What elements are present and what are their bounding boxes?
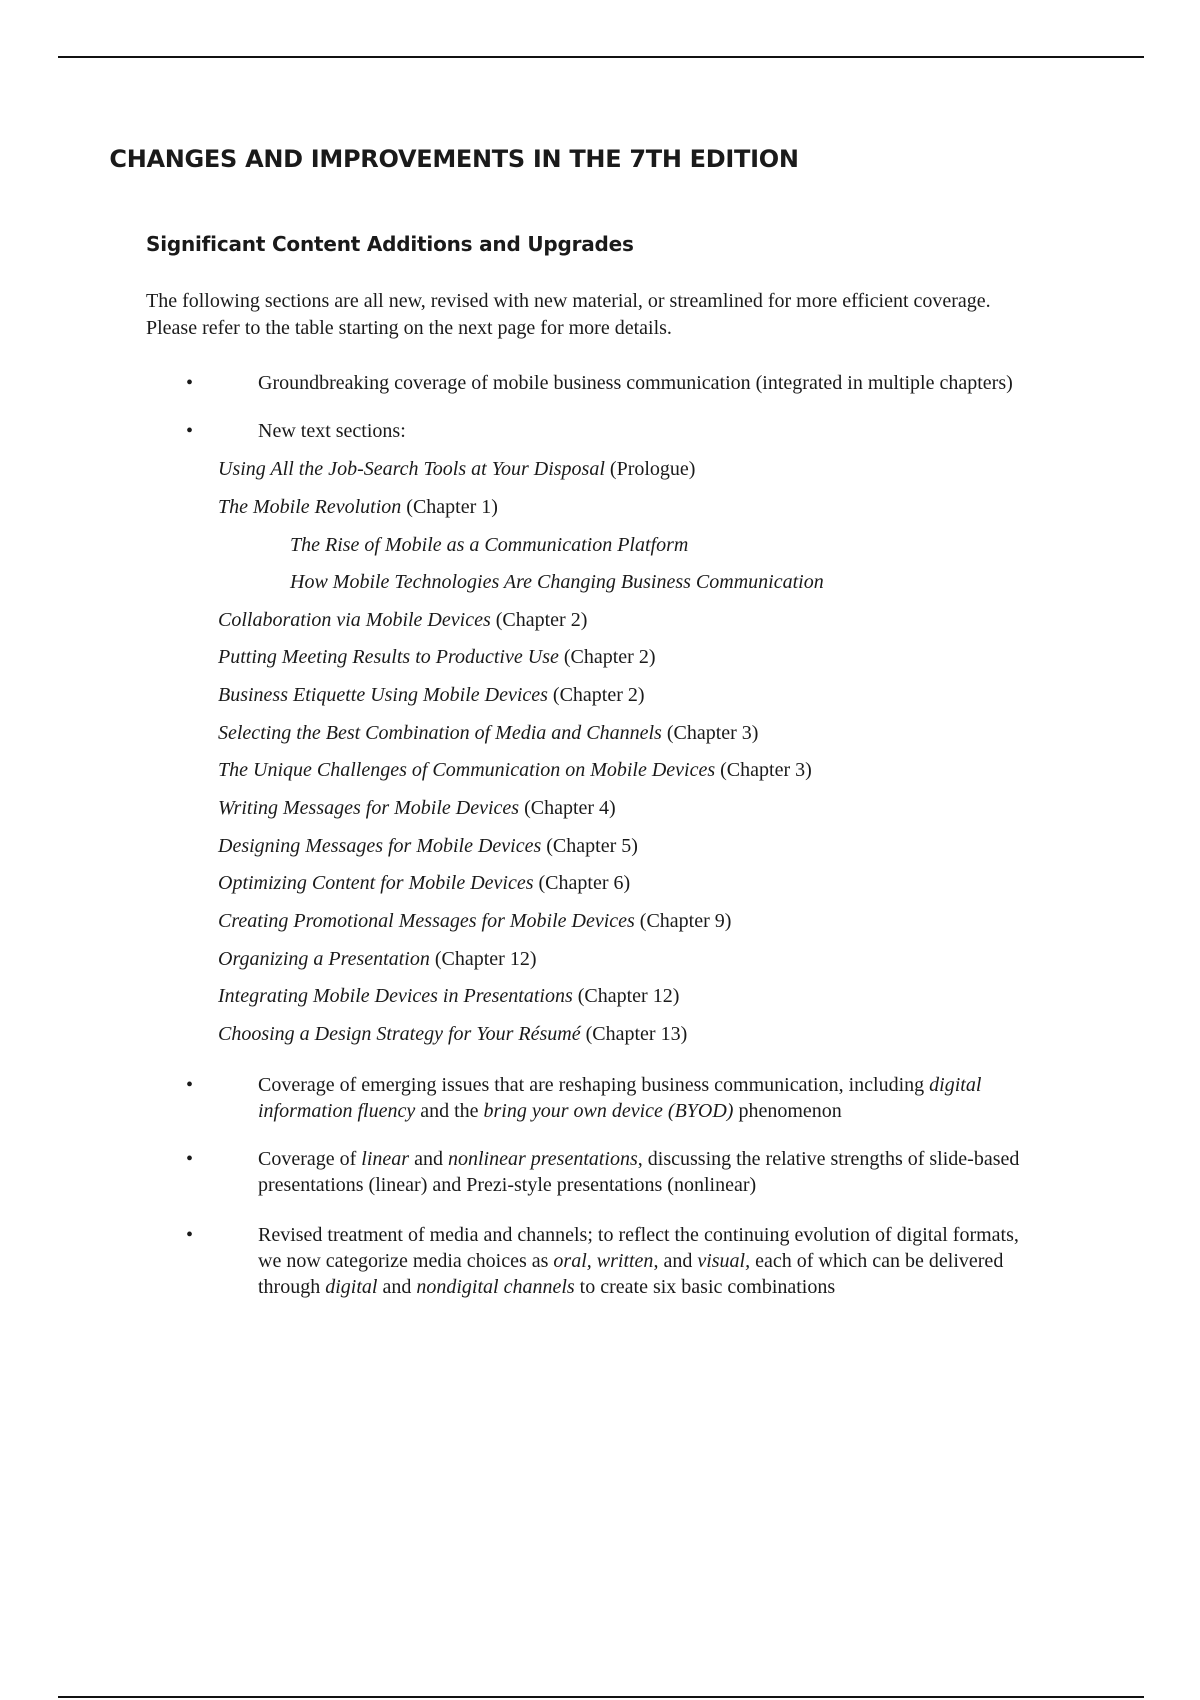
text-run: , discussing the relative strengths of slide-based xyxy=(637,1148,1020,1170)
section-chapter: (Chapter 1) xyxy=(406,496,498,518)
list-item xyxy=(218,644,656,670)
intro-line-2: Please refer to the table starting on the next page for more details. xyxy=(146,317,672,339)
list-item xyxy=(218,494,498,520)
top-rule xyxy=(58,56,1144,58)
text-run: through xyxy=(258,1276,326,1298)
bullet-text: Groundbreaking coverage of mobile business communication (integrated in multiple chapters) xyxy=(258,372,1013,394)
text-run: , and xyxy=(653,1250,698,1272)
text-run-italic: linear xyxy=(361,1148,410,1170)
sub-list-item: The Rise of Mobile as a Communication Platform xyxy=(290,534,689,556)
text-run: we now categorize media choices as xyxy=(258,1250,554,1272)
text-run: to create six basic combinations xyxy=(574,1276,836,1298)
bullet-icon: • xyxy=(186,420,194,442)
bullet-icon: • xyxy=(186,372,194,394)
list-item xyxy=(218,908,731,934)
text-run: Coverage of emerging issues that are reshaping business communication, including xyxy=(258,1074,930,1096)
section-title: The Mobile Revolution xyxy=(218,496,402,518)
bottom-rule xyxy=(58,1696,1144,1698)
section-title: Collaboration via Mobile Devices xyxy=(218,609,491,631)
intro-paragraph xyxy=(146,288,1086,342)
section-chapter: (Chapter 9) xyxy=(639,910,732,932)
section-chapter: (Chapter 2) xyxy=(495,609,588,631)
section-chapter: (Chapter 3) xyxy=(666,722,759,744)
section-chapter: (Chapter 2) xyxy=(552,684,645,706)
section-heading: Significant Content Additions and Upgrades xyxy=(146,232,634,256)
section-title: Creating Promotional Messages for Mobile Devices xyxy=(218,910,635,932)
list-item xyxy=(218,1021,687,1047)
section-chapter: (Chapter 12) xyxy=(434,948,537,970)
list-item xyxy=(218,757,812,783)
list-item xyxy=(218,870,630,896)
bullet-icon: • xyxy=(186,1224,194,1246)
bullet-icon: • xyxy=(186,1074,194,1096)
section-title: Business Etiquette Using Mobile Devices xyxy=(218,684,548,706)
text-run-italic: digital xyxy=(325,1276,378,1298)
section-title: Choosing a Design Strategy for Your Résumé xyxy=(218,1023,581,1045)
text-run: and xyxy=(377,1276,417,1298)
text-run: and the xyxy=(415,1100,484,1122)
section-title: Designing Messages for Mobile Devices xyxy=(218,835,542,857)
text-run: phenomenon xyxy=(733,1100,842,1122)
list-item xyxy=(218,795,616,821)
section-title: Putting Meeting Results to Productive Use xyxy=(218,646,559,668)
section-title: Organizing a Presentation xyxy=(218,948,430,970)
text-run-italic: visual, xyxy=(697,1250,751,1272)
section-title: Integrating Mobile Devices in Presentations xyxy=(218,985,573,1007)
bullet-icon: • xyxy=(186,1148,194,1170)
bullet-text: New text sections: xyxy=(258,420,406,442)
text-run-italic: nonlinear presentations xyxy=(447,1148,638,1170)
text-run-italic: oral, written xyxy=(553,1250,654,1272)
text-run-italic: nondigital channels xyxy=(416,1276,575,1298)
section-title: Writing Messages for Mobile Devices xyxy=(218,797,520,819)
list-item xyxy=(218,682,645,708)
section-chapter: (Chapter 5) xyxy=(546,835,638,857)
text-run: each of which can be delivered xyxy=(750,1250,1004,1272)
list-item xyxy=(218,720,758,746)
text-run: and xyxy=(409,1148,448,1170)
section-chapter: (Chapter 3) xyxy=(720,759,812,781)
section-chapter: (Chapter 6) xyxy=(538,872,631,894)
text-run-italic: bring your own device (BYOD) xyxy=(483,1100,734,1122)
sub-list-item: How Mobile Technologies Are Changing Business Communication xyxy=(290,571,824,593)
list-item xyxy=(218,983,679,1009)
text-run: Revised treatment of media and channels; to reflect the continuing evolution of digital formats, xyxy=(258,1224,1019,1246)
section-chapter: (Chapter 4) xyxy=(524,797,616,819)
list-item xyxy=(218,607,587,633)
text-run: presentations (linear) and Prezi-style presentations (nonlinear) xyxy=(258,1174,757,1196)
section-title: The Unique Challenges of Communication on Mobile Devices xyxy=(218,759,716,781)
section-title: Selecting the Best Combination of Media and Channels xyxy=(218,722,662,744)
text-run: Coverage of xyxy=(258,1148,362,1170)
section-title: Optimizing Content for Mobile Devices xyxy=(218,872,534,894)
list-item xyxy=(218,946,537,972)
text-run-italic: digital xyxy=(929,1074,982,1096)
section-title: Using All the Job-Search Tools at Your Disposal xyxy=(218,458,605,480)
text-run-italic: information fluency xyxy=(258,1100,416,1122)
list-item xyxy=(218,456,695,482)
bullet-text xyxy=(258,1072,1108,1124)
intro-line-1: The following sections are all new, revised with new material, or streamlined for more efficient coverage. xyxy=(146,290,991,312)
section-chapter: (Chapter 13) xyxy=(585,1023,688,1045)
list-item xyxy=(218,833,638,859)
page-title: CHANGES AND IMPROVEMENTS IN THE 7TH EDITION xyxy=(109,145,799,173)
bullet-text xyxy=(258,1146,1108,1198)
section-chapter: (Chapter 12) xyxy=(577,985,680,1007)
section-chapter: (Chapter 2) xyxy=(563,646,656,668)
section-chapter: (Prologue) xyxy=(609,458,696,480)
bullet-text xyxy=(258,1222,1108,1300)
